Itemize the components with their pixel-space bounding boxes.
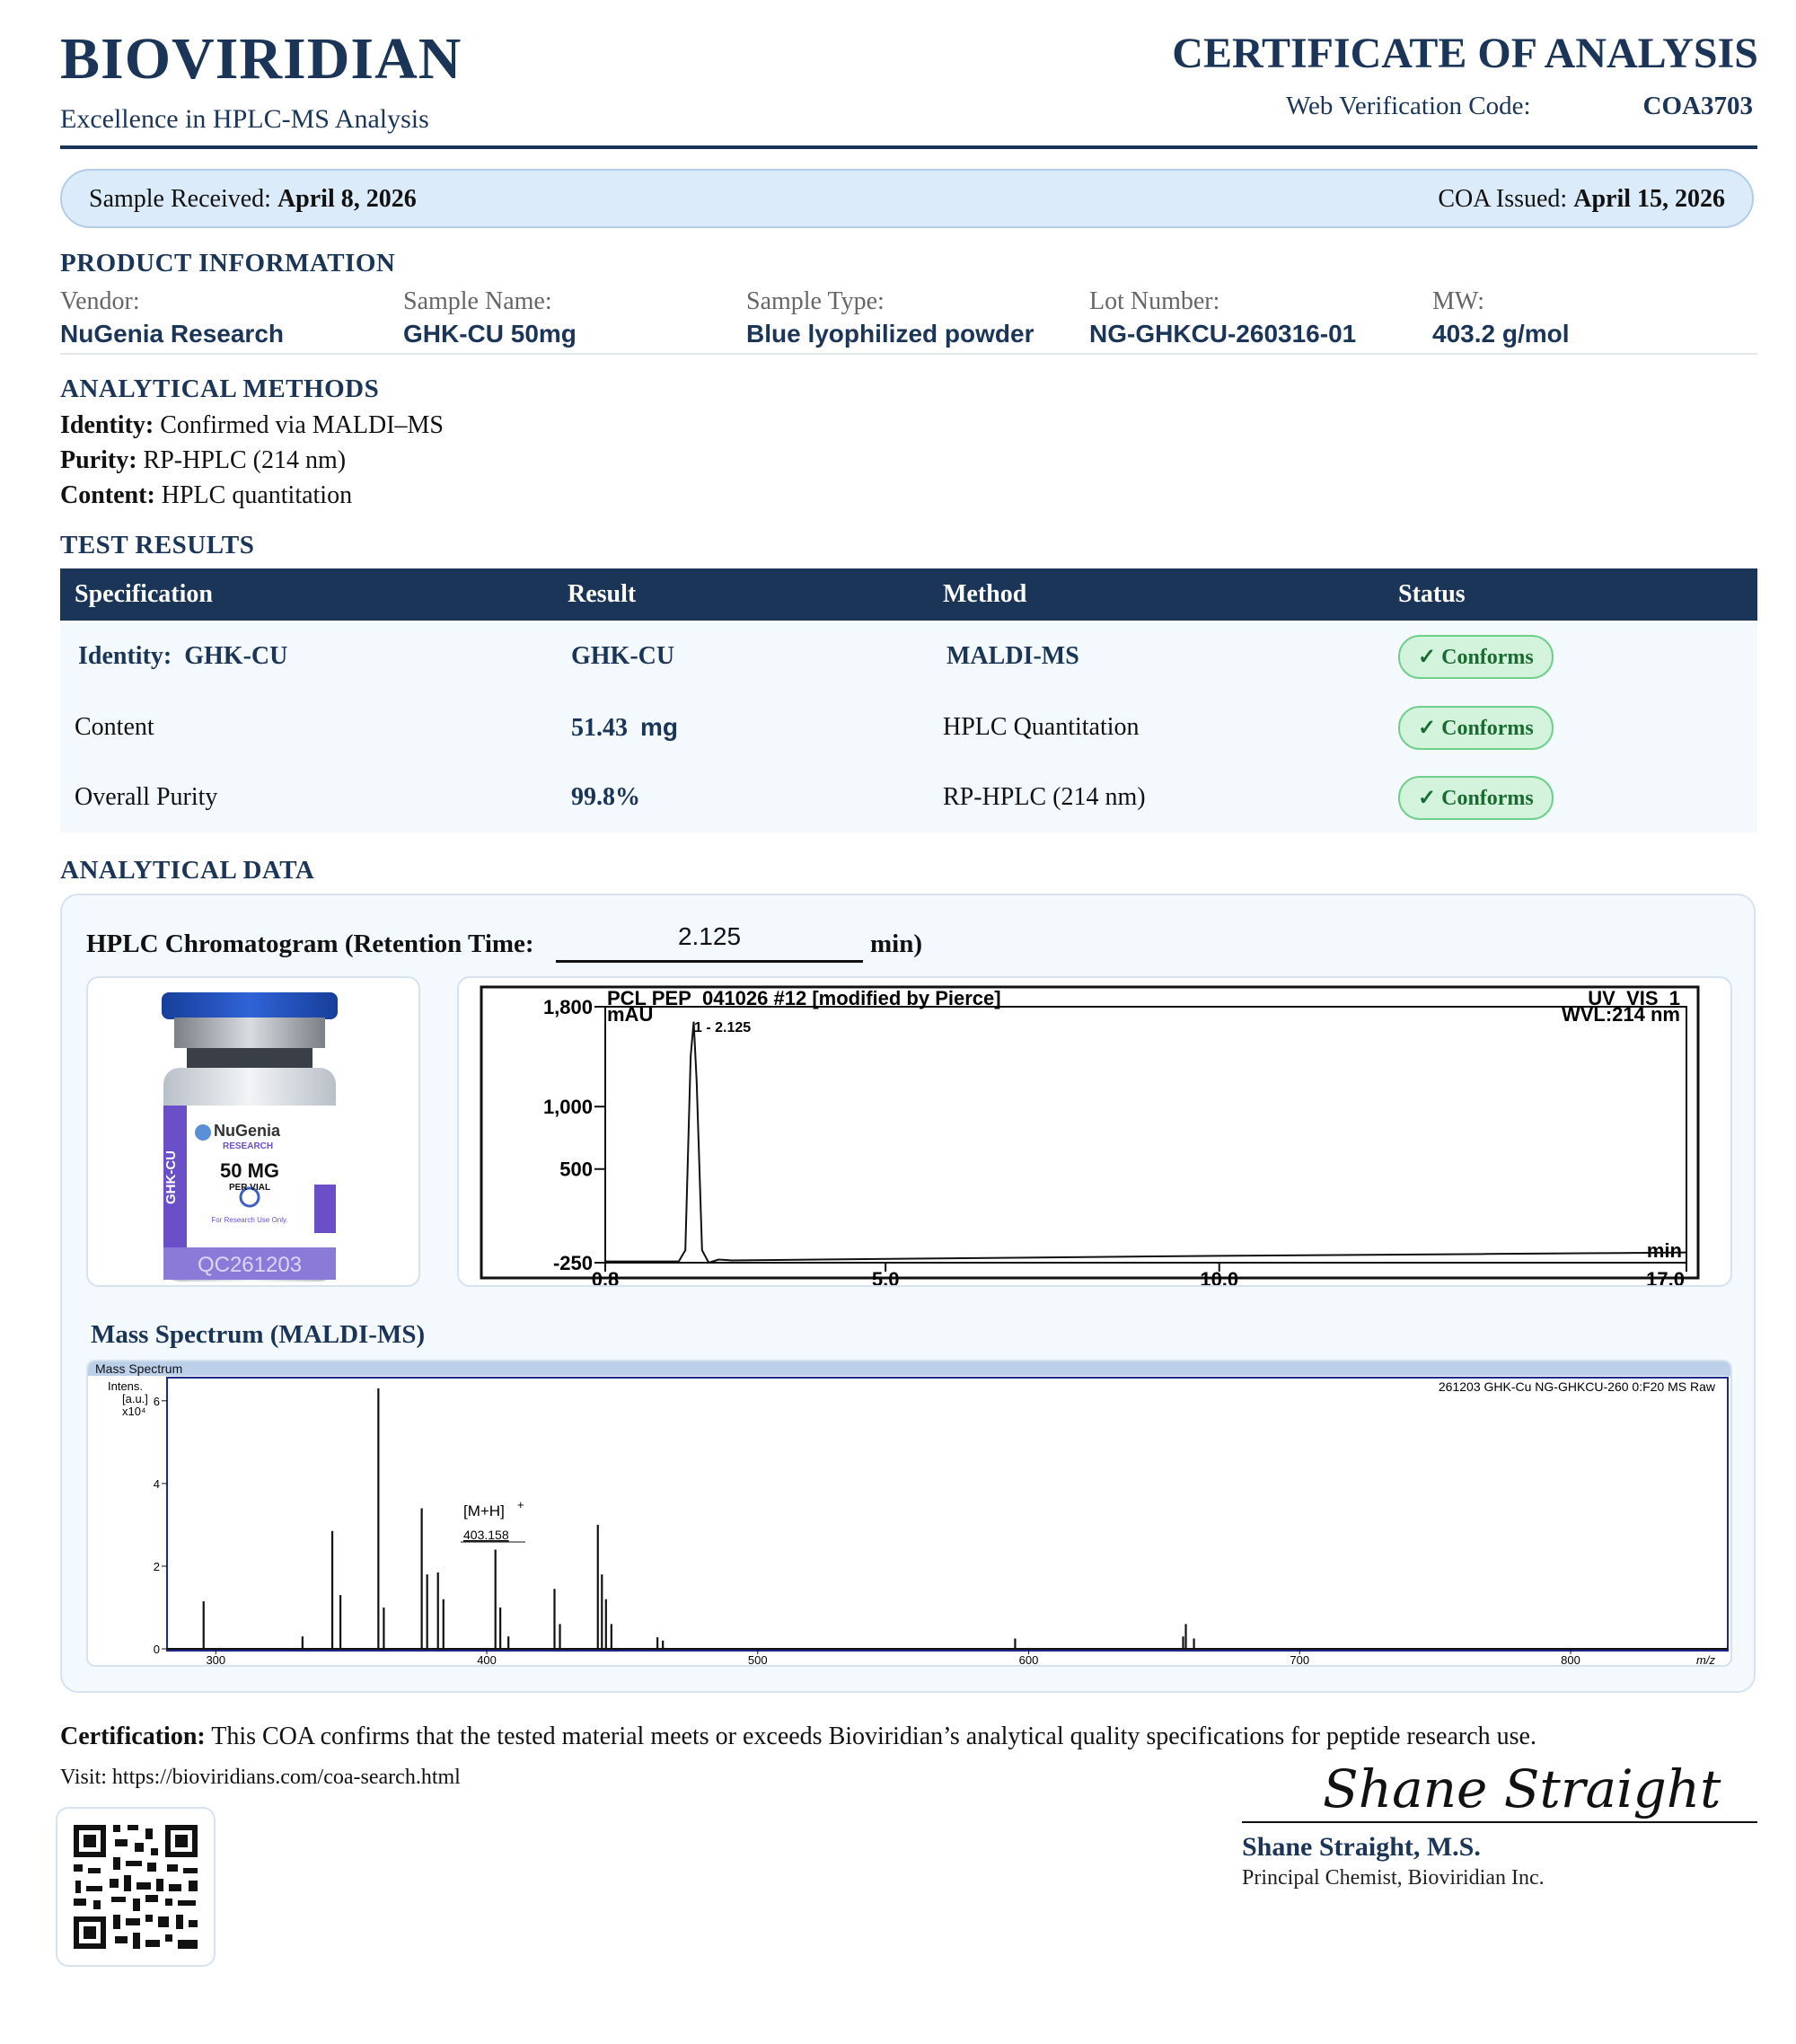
ms-window-titlebar bbox=[88, 1361, 1732, 1376]
ms-y-tick-label: 6 bbox=[153, 1394, 160, 1408]
method-value: HPLC quantitation bbox=[161, 481, 353, 509]
method-label: Purity: bbox=[60, 446, 137, 474]
info-value: NuGenia Research bbox=[60, 320, 284, 348]
chrom-y-tick-label: 500 bbox=[559, 1158, 593, 1181]
ms-x-tick-label: 500 bbox=[747, 1653, 768, 1667]
ms-window-title: Mass Spectrum bbox=[95, 1361, 183, 1376]
method-label: Content: bbox=[60, 481, 155, 509]
method-purity bbox=[60, 446, 346, 475]
results-heading: TEST RESULTS bbox=[60, 531, 255, 559]
ms-plot-frame bbox=[167, 1378, 1728, 1651]
signatory-name: Shane Straight, M.S. bbox=[1242, 1832, 1481, 1862]
vial-side-label: GHK-CU bbox=[163, 1150, 179, 1204]
info-value: GHK-CU 50mg bbox=[403, 320, 577, 348]
info-label: Sample Type: bbox=[746, 287, 885, 315]
method-cell: RP-HPLC (214 nm) bbox=[929, 762, 1384, 833]
spec-value: Content bbox=[75, 713, 154, 741]
certification-text: This COA confirms that the tested material meets or exceeds Bioviridian’s analytical quality specifications for peptide research use. bbox=[211, 1722, 1536, 1750]
verification-url[interactable]: Visit: https://bioviridians.com/coa-search.html bbox=[60, 1766, 461, 1789]
info-label: MW: bbox=[1432, 287, 1485, 315]
qr-code-graphic bbox=[57, 1809, 214, 1965]
chrom-x-tick-label: 17.0 bbox=[1646, 1268, 1685, 1287]
ms-y-tick-label: 0 bbox=[153, 1643, 160, 1656]
chrom-run-title: PCL PEP_041026 #12 [modified by Pierce] bbox=[607, 987, 1001, 1009]
ms-ion-label: [M+H] bbox=[463, 1502, 505, 1520]
spec-cell bbox=[60, 762, 553, 833]
brand-tagline: Excellence in HPLC-MS Analysis bbox=[60, 104, 429, 134]
method-label: Identity: bbox=[60, 411, 154, 439]
method-cell: MALDI-MS bbox=[929, 621, 1384, 692]
certification-label: Certification: bbox=[60, 1722, 206, 1750]
info-label: Lot Number: bbox=[1089, 287, 1220, 315]
spec-cell bbox=[60, 621, 553, 692]
coa-issued-date: April 15, 2026 bbox=[1573, 185, 1725, 213]
chrom-y-tick-label: 1,800 bbox=[542, 996, 593, 1018]
info-label: Vendor: bbox=[60, 287, 140, 315]
method-value: Confirmed via MALDI–MS bbox=[160, 411, 444, 439]
col-header-method: Method bbox=[929, 568, 1384, 621]
result-value: 51.43 bbox=[571, 713, 628, 742]
ms-x-unit: m/z bbox=[1696, 1653, 1715, 1667]
col-header-status: Status bbox=[1384, 568, 1757, 621]
chrom-peak-label: 1 - 2.125 bbox=[694, 1020, 752, 1035]
status-cell bbox=[1384, 762, 1757, 833]
qr-code[interactable] bbox=[56, 1807, 216, 1967]
chrom-outer-frame bbox=[481, 987, 1698, 1278]
results-table bbox=[60, 568, 1757, 833]
analytical-heading: ANALYTICAL DATA bbox=[60, 856, 315, 885]
spec-value: GHK-CU bbox=[184, 642, 288, 670]
result-cell bbox=[553, 762, 929, 833]
status-badge: ✓ Conforms bbox=[1398, 706, 1554, 750]
col-header-result: Result bbox=[553, 568, 929, 621]
ms-y-tick-label: 2 bbox=[153, 1559, 160, 1573]
col-header-specification: Specification bbox=[60, 568, 553, 621]
ms-y-tick-label: 4 bbox=[153, 1476, 160, 1491]
sample-received-date: April 8, 2026 bbox=[277, 185, 417, 213]
ms-y-label-2: [a.u.] bbox=[122, 1392, 148, 1405]
mass-spectrum-title: Mass Spectrum (MALDI-MS) bbox=[91, 1320, 426, 1349]
product-info-heading: PRODUCT INFORMATION bbox=[60, 249, 396, 278]
method-identity bbox=[60, 411, 444, 440]
signatory-role: Principal Chemist, Bioviridian Inc. bbox=[1242, 1866, 1545, 1890]
info-sample-name bbox=[403, 287, 735, 348]
info-value: Blue lyophilized powder bbox=[746, 320, 1034, 348]
date-band bbox=[60, 169, 1754, 228]
product-vial-image bbox=[86, 976, 420, 1287]
chrom-y-tick-label: 1,000 bbox=[542, 1096, 593, 1119]
signature-image bbox=[1242, 1751, 1757, 1832]
coa-issued bbox=[1438, 185, 1725, 214]
result-value: GHK-CU bbox=[571, 642, 675, 670]
result-unit: mg bbox=[640, 712, 678, 741]
mass-spectrum-chart bbox=[88, 1361, 1732, 1667]
header-divider bbox=[60, 145, 1757, 149]
signature-line bbox=[1242, 1821, 1757, 1823]
info-label: Sample Name: bbox=[403, 287, 552, 315]
hplc-title: HPLC Chromatogram (Retention Time: bbox=[86, 929, 534, 958]
info-value: NG-GHKCU-260316-01 bbox=[1089, 320, 1357, 348]
ms-y-label-1: Intens. bbox=[108, 1379, 144, 1393]
vial-dose: 50 MG bbox=[219, 1159, 280, 1182]
info-value: 403.2 g/mol bbox=[1432, 320, 1570, 348]
sample-received bbox=[89, 185, 417, 214]
retention-time-unit: min) bbox=[870, 929, 922, 958]
result-value: 99.8% bbox=[571, 783, 640, 811]
result-cell bbox=[553, 692, 929, 762]
info-divider bbox=[60, 353, 1757, 355]
ms-sample-id: 261203 GHK-Cu NG-GHKCU-260 0:F20 MS Raw bbox=[1438, 1379, 1715, 1394]
chrom-y-tick-label: -250 bbox=[552, 1252, 593, 1274]
coa-issued-label: COA Issued: bbox=[1438, 185, 1568, 213]
ms-ion-charge: + bbox=[517, 1498, 524, 1511]
spec-label: Identity: bbox=[78, 642, 172, 670]
mass-spectrum bbox=[86, 1360, 1732, 1667]
ms-x-tick-label: 800 bbox=[1561, 1653, 1580, 1667]
document-title: CERTIFICATE OF ANALYSIS bbox=[1172, 30, 1758, 77]
brand-name: BIOVIRIDIAN bbox=[60, 26, 462, 92]
chrom-x-tick-label: 0.8 bbox=[591, 1268, 620, 1287]
sample-received-label: Sample Received: bbox=[89, 185, 271, 213]
certification-statement bbox=[60, 1722, 1536, 1751]
vial-brand-sub: RESEARCH bbox=[223, 1141, 274, 1151]
info-mw bbox=[1432, 287, 1765, 348]
info-lot-number bbox=[1089, 287, 1422, 348]
ms-x-tick-label: 300 bbox=[206, 1653, 226, 1667]
vial-qc-code: QC261203 bbox=[197, 1253, 303, 1277]
retention-time-value: 2.125 bbox=[556, 922, 863, 963]
chrom-y-unit: mAU bbox=[607, 1003, 654, 1026]
table-row bbox=[60, 692, 1757, 762]
method-content bbox=[60, 481, 352, 510]
chrom-x-tick-label: 10.0 bbox=[1200, 1268, 1239, 1287]
handwritten-signature: Shane Straight bbox=[1323, 1758, 1721, 1819]
table-row bbox=[60, 621, 1757, 692]
chrom-x-tick-label: 5.0 bbox=[871, 1268, 900, 1287]
web-verification-code: COA3703 bbox=[1642, 92, 1753, 120]
ms-x-tick-label: 400 bbox=[477, 1653, 497, 1667]
results-header-row bbox=[60, 568, 1757, 621]
spec-value: Overall Purity bbox=[75, 783, 218, 811]
method-value: RP-HPLC (214 nm) bbox=[143, 446, 347, 474]
ms-ion-mz: 403.158 bbox=[463, 1528, 509, 1542]
chrom-channel: UV_VIS_1 bbox=[1588, 987, 1680, 1009]
status-badge: ✓ Conforms bbox=[1398, 635, 1554, 679]
status-badge: ✓ Conforms bbox=[1398, 776, 1554, 820]
method-cell: HPLC Quantitation bbox=[929, 692, 1384, 762]
ms-x-tick-label: 700 bbox=[1290, 1653, 1310, 1667]
table-row bbox=[60, 762, 1757, 833]
chromatogram-chart bbox=[459, 978, 1732, 1287]
hplc-chromatogram bbox=[457, 976, 1732, 1287]
ms-x-tick-label: 600 bbox=[1018, 1653, 1039, 1667]
chrom-wavelength: WVL:214 nm bbox=[1561, 1003, 1680, 1026]
methods-heading: ANALYTICAL METHODS bbox=[60, 374, 380, 403]
spec-cell bbox=[60, 692, 553, 762]
status-cell bbox=[1384, 621, 1757, 692]
ms-y-label-3: x10⁴ bbox=[122, 1405, 146, 1418]
vial-per-vial: PER VIAL bbox=[228, 1183, 271, 1193]
analytical-data-panel bbox=[60, 894, 1756, 1693]
vial-brand: NuGenia bbox=[214, 1122, 281, 1140]
web-verification-label: Web Verification Code: bbox=[1286, 92, 1531, 120]
info-vendor bbox=[60, 287, 392, 348]
vial-ruo: For Research Use Only. bbox=[211, 1216, 288, 1224]
result-cell bbox=[553, 621, 929, 692]
info-sample-type bbox=[746, 287, 1078, 348]
chrom-x-unit: min bbox=[1646, 1239, 1682, 1262]
status-cell bbox=[1384, 692, 1757, 762]
vial-illustration bbox=[88, 978, 420, 1287]
